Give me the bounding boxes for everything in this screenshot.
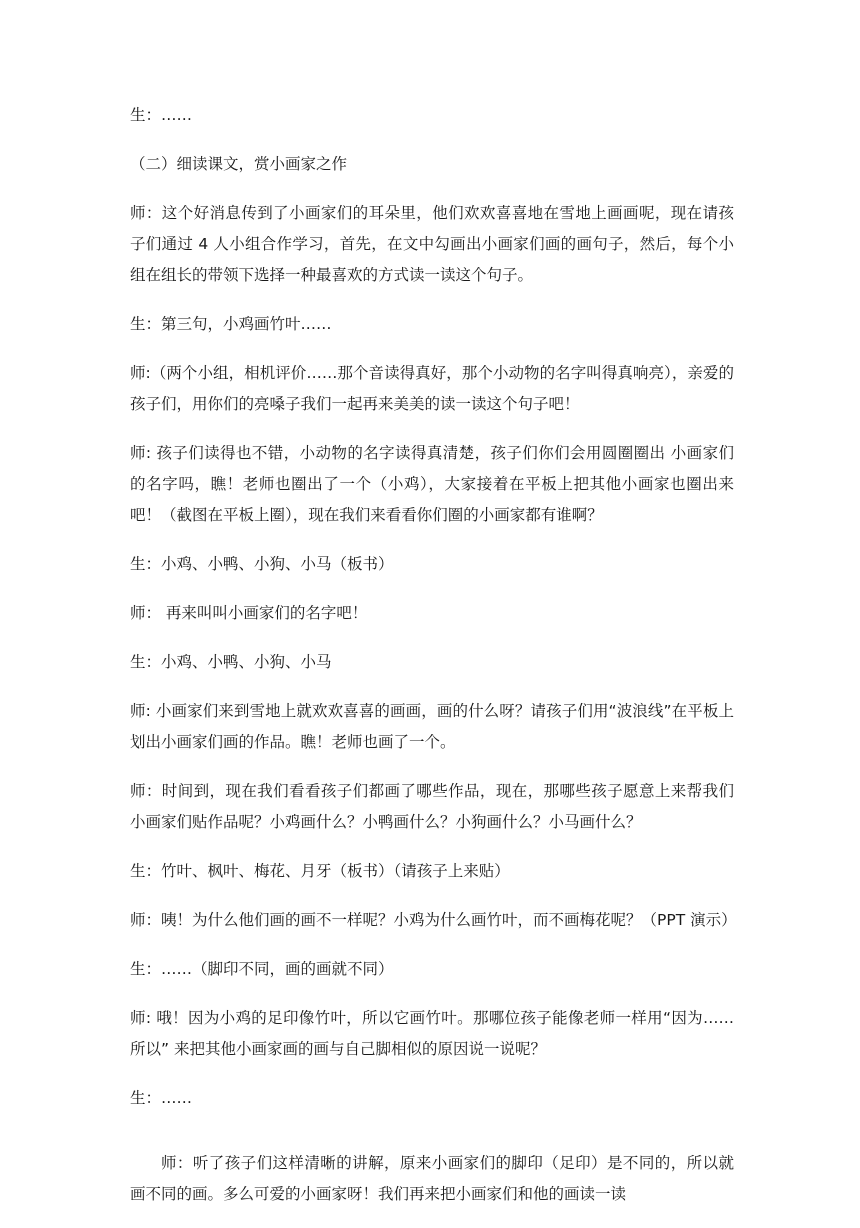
paragraph-student-6: 生：……（脚印不同，画的画就不同） xyxy=(130,960,394,978)
paragraph-student-4: 生：小鸡、小鸭、小狗、小马 xyxy=(130,653,332,671)
paragraph-student-1: 生：…… xyxy=(130,106,193,124)
paragraph-teacher-8: 师: 哦！因为小鸡的足印像竹叶，所以它画竹叶。那哪位孩子能像老师一样用“因为……所以” 来把其他小画家画的画与自己脚相似的原因说一说呢？ xyxy=(130,1009,734,1058)
paragraph-student-2: 生：第三句，小鸡画竹叶…… xyxy=(130,315,332,333)
paragraph-student-3: 生：小鸡、小鸭、小狗、小马（板书） xyxy=(130,555,394,573)
paragraph-teacher-7: 师：咦！为什么他们画的画不一样呢？小鸡为什么画竹叶，而不画梅花呢？（PPT 演示） xyxy=(130,911,737,929)
paragraph-teacher-3: 师: 孩子们读得也不错，小动物的名字读得真清楚，孩子们你们会用圆圈圈出 小画家们的名字吗，瞧！老师也圈出了一个（小鸡），大家接着在平板上把其他小画家也圈出来吧！（截图在平板上圈），现在我们来看看你们圈的小画家都有谁啊？ xyxy=(130,444,734,524)
paragraph-teacher-9: 师：听了孩子们这样清晰的讲解，原来小画家们的脚印（足印）是不同的，所以就画不同的画。多么可爱的小画家呀！我们再来把小画家们和他的画读一读 xyxy=(130,1154,734,1203)
paragraph-teacher-6: 师：时间到，现在我们看看孩子们都画了哪些作品，现在，那哪些孩子愿意上来帮我们小画家们贴作品呢？小鸡画什么？小鸭画什么？小狗画什么？小马画什么？ xyxy=(130,782,734,831)
paragraph-student-7: 生：…… xyxy=(130,1089,193,1107)
paragraph-teacher-1: 师：这个好消息传到了小画家们的耳朵里，他们欢欢喜喜地在雪地上画画呢，现在请孩子们通过 4 人小组合作学习，首先，在文中勾画出小画家们画的画句子，然后，每个小组在组长的带领下选择一种最喜欢的方式读一读这个句子。 xyxy=(130,204,734,284)
paragraph-teacher-5: 师: 小画家们来到雪地上就欢欢喜喜的画画，画的什么呀？请孩子们用“波浪线”在平板上划出小画家们画的作品。瞧！老师也画了一个。 xyxy=(130,702,734,751)
section-heading: （二）细读课文，赏小画家之作 xyxy=(130,155,348,173)
paragraph-teacher-4: 师： 再来叫叫小画家们的名字吧！ xyxy=(130,604,368,622)
paragraph-teacher-2: 师:（两个小组，相机评价……那个音读得真好，那个小动物的名字叫得真响亮），亲爱的孩子们，用你们的亮嗓子我们一起再来美美的读一读这个句子吧！ xyxy=(130,364,734,413)
document-page xyxy=(130,100,737,1228)
paragraph-student-5: 生：竹叶、枫叶、梅花、月牙（板书）（请孩子上来贴） xyxy=(130,862,510,880)
